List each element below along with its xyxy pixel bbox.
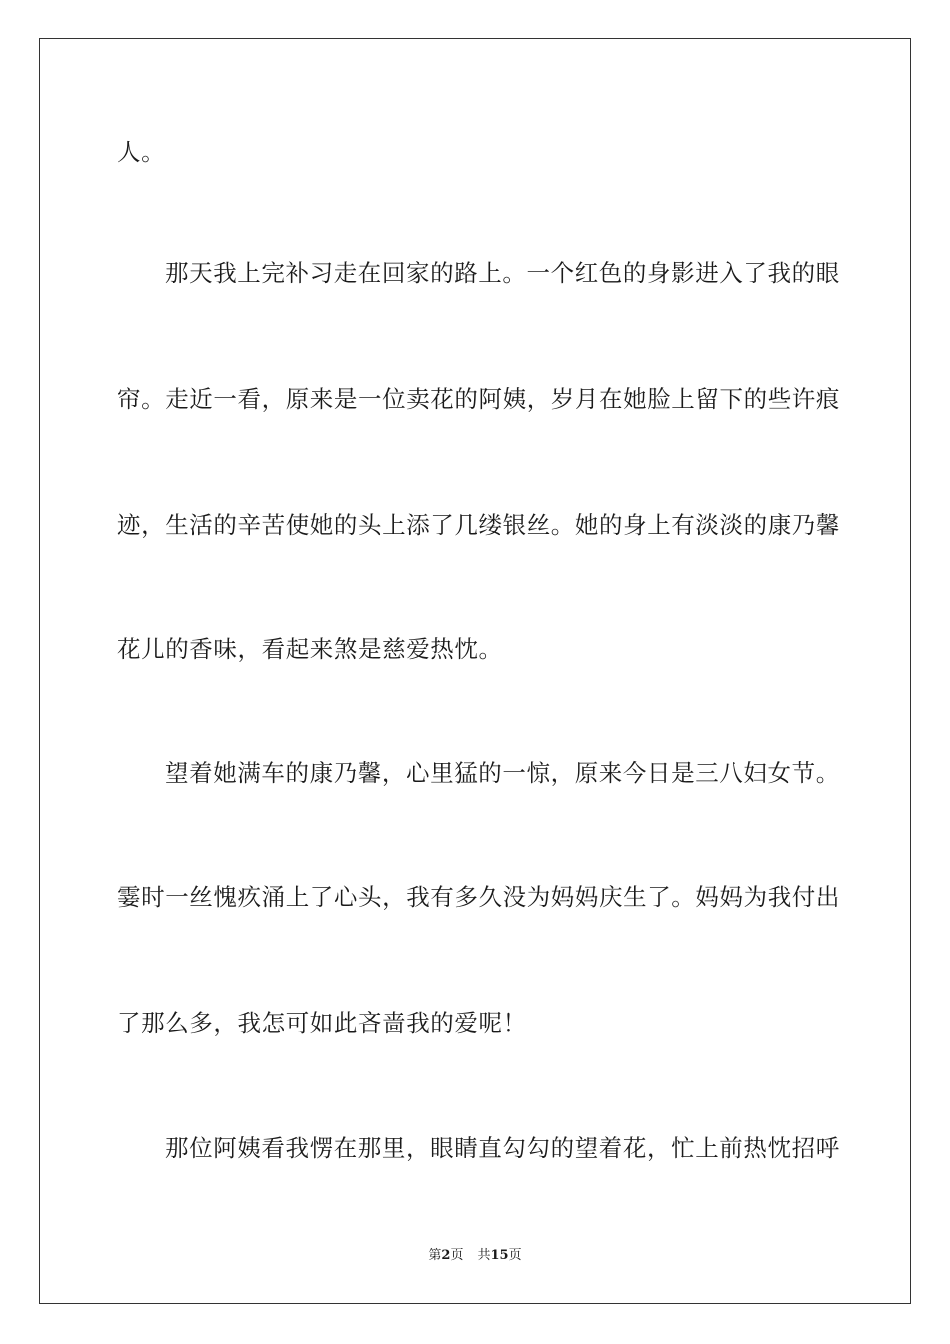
page-border	[39, 38, 911, 1304]
text-line-9: 那位阿姨看我愣在那里，眼睛直勾勾的望着花，忙上前热忱招呼	[165, 1134, 840, 1162]
text-line-1: 人。	[117, 138, 166, 166]
total-prefix: 共	[477, 1248, 491, 1263]
page-footer	[0, 1247, 950, 1265]
text-line-5: 花儿的香味，看起来煞是慈爱热忱。	[117, 635, 503, 663]
total-suffix: 页	[508, 1248, 522, 1263]
text-line-8: 了那么多，我怎可如此吝啬我的爱呢！	[117, 1009, 527, 1037]
total-pages: 15	[490, 1248, 509, 1263]
text-line-2: 那天我上完补习走在回家的路上。一个红色的身影进入了我的眼	[165, 259, 840, 287]
page-prefix: 第	[428, 1248, 442, 1263]
text-line-4: 迹，生活的辛苦使她的头上添了几缕银丝。她的身上有淡淡的康乃馨	[117, 511, 840, 539]
text-line-6: 望着她满车的康乃馨，心里猛的一惊，原来今日是三八妇女节。	[165, 759, 840, 787]
page-suffix: 页	[450, 1248, 464, 1263]
text-line-3: 帘。走近一看，原来是一位卖花的阿姨，岁月在她脸上留下的些许痕	[117, 385, 840, 413]
page-number: 2	[441, 1248, 451, 1263]
text-line-7: 霎时一丝愧疚涌上了心头，我有多久没为妈妈庆生了。妈妈为我付出	[117, 883, 840, 911]
